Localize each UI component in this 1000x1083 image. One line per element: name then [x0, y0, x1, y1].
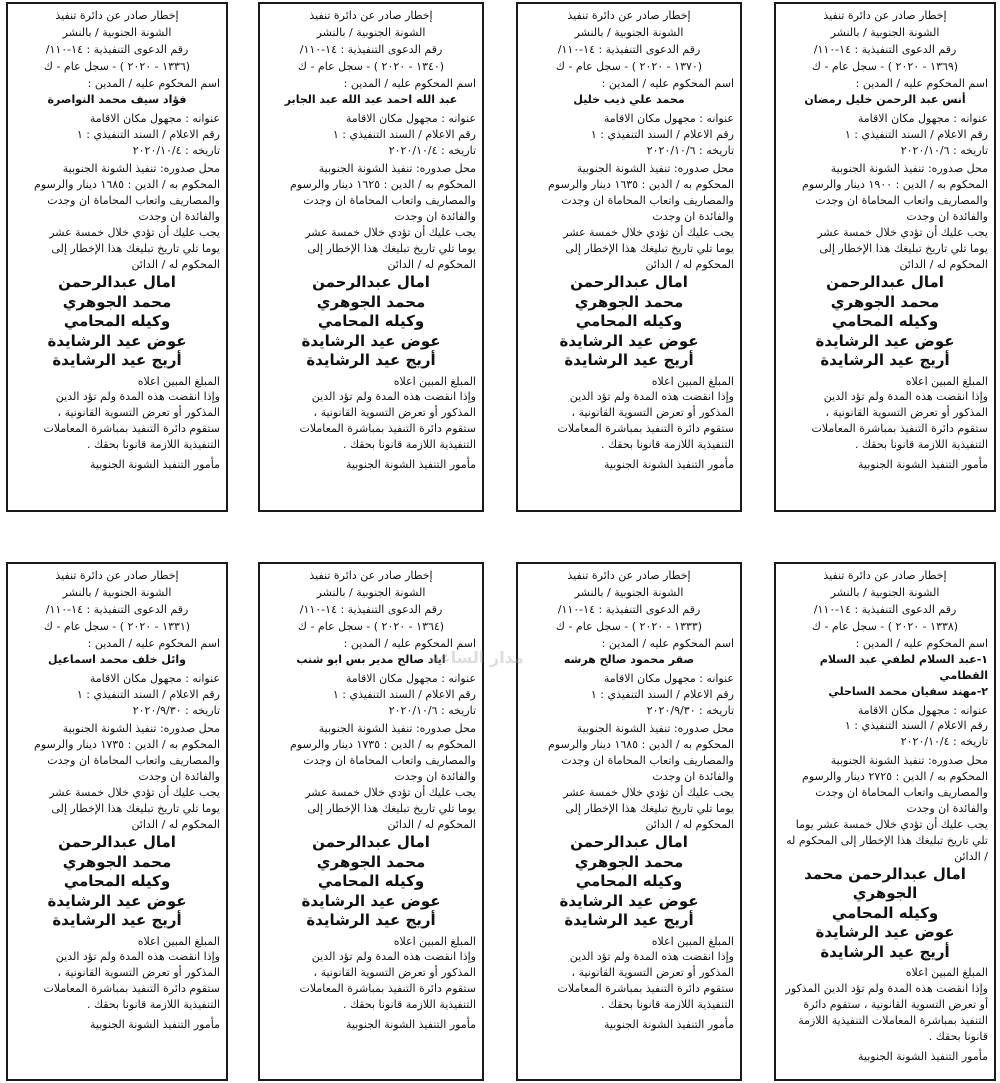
header-line-2: الشونة الجنوبية / بالنشر — [62, 25, 172, 39]
pay-line-2: يوما تلي تاريخ تبليغك هذا الإخطار إلى — [307, 802, 476, 816]
case-register: (١٣٧٠ - ٢٠٢٠ ) - سجل عام - ك — [555, 59, 703, 73]
warn-line-1: وإذا انقضت هذه المدة ولم تؤد الدين — [311, 390, 476, 404]
issuer-line: محل صدوره: تنفيذ الشونة الجنوبية — [830, 754, 988, 768]
warn-line-1: وإذا انقضت هذه المدة ولم تؤد الدين — [823, 390, 988, 404]
case-number: رقم الدعوى التنفيذية : ١٤-١١٠/ — [813, 42, 957, 56]
creditor-surname: محمد الجوهري — [574, 292, 684, 311]
amount-line: المبلغ المبين اعلاه — [905, 966, 988, 980]
date-line: تاريخه : ٢٠٢٠/١٠/٦ — [900, 143, 988, 157]
defendant-name: عبد الله احمد عبد الله عبد الجابر — [284, 92, 458, 106]
issuer-line: محل صدوره: تنفيذ الشونة الجنوبية — [576, 722, 734, 736]
issuer-line: محل صدوره: تنفيذ الشونة الجنوبية — [576, 162, 734, 176]
date-line: تاريخه : ٢٠٢٠/١٠/٤ — [900, 735, 988, 749]
watermark: مدار الساعة — [430, 648, 524, 667]
warn-line-4: التنفيذية اللازمة قانونا بحقك . — [601, 438, 734, 452]
costs-line: والمصاريف واتعاب المحاماة ان وجدت — [561, 754, 734, 768]
creditor-surname: محمد الجوهري — [62, 292, 172, 311]
notice-header — [782, 8, 988, 75]
notice-header — [266, 8, 476, 75]
header-line-1: إخطار صادر عن دائرة تنفيذ — [309, 569, 433, 582]
date-line: تاريخه : ٢٠٢٠/١٠/٤ — [388, 143, 476, 157]
lawyer-name-1: عوض عيد الرشايدة — [47, 891, 187, 910]
amount-line: المبلغ المبين اعلاه — [393, 934, 476, 948]
notice-header — [14, 8, 220, 75]
warn-line-4: التنفيذية اللازمة قانونا بحقك . — [343, 438, 476, 452]
pay-line-1: يجب عليك أن تؤدي خلال خمسة عشر — [563, 226, 734, 240]
warn-line-1: وإذا انقضت هذه المدة ولم تؤد الدين — [55, 390, 220, 404]
address-line: عنوانه : مجهول مكان الاقامة — [345, 111, 476, 125]
warn-line-4: التنفيذية اللازمة قانونا بحقك . — [343, 998, 476, 1012]
amount-line: المبلغ المبين اعلاه — [393, 374, 476, 388]
header-line-2: الشونة الجنوبية / بالنشر — [574, 585, 684, 599]
warn-line-2: المذكور أو تعرض التسوية القانونية ، — [571, 966, 734, 980]
issuer-line: محل صدوره: تنفيذ الشونة الجنوبية — [318, 162, 476, 176]
creditor-name: امال عبدالرحمن — [826, 273, 944, 291]
notice-7 — [258, 562, 484, 1081]
creditor-label: المحكوم له / الدائن — [131, 818, 220, 832]
defendant-label: اسم المحكوم عليه / المدين : — [855, 636, 988, 650]
case-register: (١٣٣١ - ٢٠٢٠ ) - سجل عام - ك — [43, 619, 191, 633]
document-line: رقم الاعلام / السند التنفيذي : ١ — [590, 687, 734, 701]
signature-line: مأمور التنفيذ الشونة الجنوبية — [90, 1018, 220, 1032]
debt-line: المحكوم به / الدين : ١٧٣٥ دينار والرسوم — [290, 738, 476, 752]
debt-line: المحكوم به / الدين : ١٦٨٥ دينار والرسوم — [34, 178, 220, 192]
warn-line-2: المذكور أو تعرض التسوية القانونية ، — [825, 406, 988, 420]
warn-line-1: وإذا انقضت هذه المدة ولم تؤد الدين — [311, 950, 476, 964]
header-line-1: إخطار صادر عن دائرة تنفيذ — [309, 9, 433, 22]
signature-line: مأمور التنفيذ الشونة الجنوبية — [858, 1050, 988, 1064]
costs-line: والمصاريف واتعاب المحاماة ان وجدت — [47, 754, 220, 768]
notice-2 — [516, 2, 742, 512]
header-line-1: إخطار صادر عن دائرة تنفيذ — [55, 9, 179, 22]
lawyer-label: وكيله المحامي — [63, 312, 171, 330]
case-register: (١٣٣٨ - ٢٠٢٠ ) - سجل عام - ك — [811, 619, 959, 633]
header-line-2: الشونة الجنوبية / بالنشر — [830, 585, 940, 599]
warn-line-2: المذكور أو تعرض التسوية القانونية ، — [57, 966, 220, 980]
case-register: (١٣٤٠ - ٢٠٢٠ ) - سجل عام - ك — [297, 59, 445, 73]
lawyer-name-1: عوض عيد الرشايدة — [301, 891, 441, 910]
lawyer-label: وكيله المحامي — [63, 872, 171, 890]
lawyer-name-2: أريج عيد الرشايدة — [820, 351, 950, 369]
signature-line: مأمور التنفيذ الشونة الجنوبية — [346, 458, 476, 472]
costs-line: والمصاريف واتعاب المحاماة ان وجدت — [561, 194, 734, 208]
costs-line: والمصاريف واتعاب المحاماة ان وجدت — [303, 194, 476, 208]
lawyer-name-2: أريج عيد الرشايدة — [52, 911, 182, 929]
creditor-label: المحكوم له / الدائن — [387, 818, 476, 832]
defendant-name: محمد علي ذيب خليل — [573, 92, 685, 106]
case-register: (١٣٦٩ - ٢٠٢٠ ) - سجل عام - ك — [811, 59, 959, 73]
defendant-label: اسم المحكوم عليه / المدين : — [87, 76, 220, 90]
lawyer-label: وكيله المحامي — [831, 312, 939, 330]
document-line: رقم الاعلام / السند التنفيذي : ١ — [844, 719, 988, 733]
document-line: رقم الاعلام / السند التنفيذي : ١ — [76, 687, 220, 701]
notice-header — [266, 568, 476, 635]
creditor-surname: محمد الجوهري — [574, 852, 684, 871]
amount-line: المبلغ المبين اعلاه — [651, 934, 734, 948]
pay-line-2: يوما تلي تاريخ تبليغك هذا الإخطار إلى — [565, 242, 734, 256]
defendant-name: فؤاد سيف محمد النواصرة — [47, 92, 187, 106]
signature-line: مأمور التنفيذ الشونة الجنوبية — [604, 458, 734, 472]
defendant-name: أنس عبد الرحمن خليل رمضان — [804, 92, 966, 106]
notice-5 — [774, 562, 996, 1081]
pay-line-2: يوما تلي تاريخ تبليغك هذا الإخطار إلى — [51, 802, 220, 816]
pay-line-1: يجب عليك أن تؤدي خلال خمسة عشر — [305, 226, 476, 240]
lawyer-name-2: أريج عيد الرشايدة — [306, 351, 436, 369]
notice-8 — [6, 562, 228, 1081]
pay-line-1: يجب عليك أن تؤدي خلال خمسة عشر — [49, 786, 220, 800]
issuer-line: محل صدوره: تنفيذ الشونة الجنوبية — [62, 722, 220, 736]
warn-paragraph: وإذا انقضت هذه المدة ولم تؤد الدين المذكور أو تعرض التسوية القانونية ، ستقوم دائرة التنفيذ بمباشرة المعاملات التنفيذية اللازمة قانونا بحقك . — [785, 982, 988, 1044]
debt-line: المحكوم به / الدين : ١٦٨٥ دينار والرسوم — [548, 738, 734, 752]
creditor-label: المحكوم له / الدائن — [387, 258, 476, 272]
lawyer-label: وكيله المحامي — [575, 872, 683, 890]
creditor-label: المحكوم له / الدائن — [645, 258, 734, 272]
debt-line: المحكوم به / الدين : ١٧٣٥ دينار والرسوم — [34, 738, 220, 752]
defendant-name: وائل خلف محمد اسماعيل — [48, 652, 186, 666]
date-line: تاريخه : ٢٠٢٠/٩/٣٠ — [132, 703, 220, 717]
notice-header — [524, 568, 734, 635]
warn-line-1: وإذا انقضت هذه المدة ولم تؤد الدين — [569, 390, 734, 404]
lawyer-name-2: أريج عيد الرشايدة — [52, 351, 182, 369]
pay-line-2: يوما تلي تاريخ تبليغك هذا الإخطار إلى — [819, 242, 988, 256]
pay-line-2: يوما تلي تاريخ تبليغك هذا الإخطار إلى — [307, 242, 476, 256]
defendant-label: اسم المحكوم عليه / المدين : — [601, 76, 734, 90]
interest-line: والفائدة ان وجدت — [394, 770, 476, 784]
header-line-2: الشونة الجنوبية / بالنشر — [316, 585, 426, 599]
address-line: عنوانه : مجهول مكان الاقامة — [89, 111, 220, 125]
notice-4 — [6, 2, 228, 512]
header-line-1: إخطار صادر عن دائرة تنفيذ — [567, 9, 691, 22]
defendant-name-2: ٢-مهند سفيان محمد الساحلي — [828, 684, 988, 698]
pay-line-1: يجب عليك أن تؤدي خلال خمسة عشر — [305, 786, 476, 800]
lawyer-label: وكيله المحامي — [317, 872, 425, 890]
lawyer-label: وكيله المحامي — [317, 312, 425, 330]
creditor-name: امال عبدالرحمن — [570, 273, 688, 291]
interest-line: والفائدة ان وجدت — [906, 210, 988, 224]
defendant-name: صقر محمود صالح هرشه — [563, 652, 695, 666]
amount-line: المبلغ المبين اعلاه — [651, 374, 734, 388]
pay-line-2: يوما تلي تاريخ تبليغك هذا الإخطار إلى — [51, 242, 220, 256]
lawyer-name-1: عوض عيد الرشايدة — [559, 891, 699, 910]
pay-line-2: يوما تلي تاريخ تبليغك هذا الإخطار إلى — [565, 802, 734, 816]
header-line-1: إخطار صادر عن دائرة تنفيذ — [567, 569, 691, 582]
date-line: تاريخه : ٢٠٢٠/٩/٣٠ — [646, 703, 734, 717]
signature-line: مأمور التنفيذ الشونة الجنوبية — [858, 458, 988, 472]
lawyer-name-1: عوض عيد الرشايدة — [815, 331, 955, 350]
case-register: (١٣٦٤ - ٢٠٢٠ ) - سجل عام - ك — [297, 619, 445, 633]
warn-line-1: وإذا انقضت هذه المدة ولم تؤد الدين — [569, 950, 734, 964]
header-line-1: إخطار صادر عن دائرة تنفيذ — [823, 569, 947, 582]
warn-line-3: ستقوم دائرة التنفيذ بمباشرة المعاملات — [299, 422, 476, 436]
lawyer-label: وكيله المحامي — [575, 312, 683, 330]
bottom-row — [0, 560, 1000, 1083]
debt-line: المحكوم به / الدين : ١٦٢٥ دينار والرسوم — [290, 178, 476, 192]
lawyer-name-2: أريج عيد الرشايدة — [820, 942, 950, 961]
address-line: عنوانه : مجهول مكان الاقامة — [89, 671, 220, 685]
amount-line: المبلغ المبين اعلاه — [137, 934, 220, 948]
defendant-label: اسم المحكوم عليه / المدين : — [855, 76, 988, 90]
header-line-2: الشونة الجنوبية / بالنشر — [574, 25, 684, 39]
defendant-name-1: ١-عبد السلام لطفي عبد السلام القطامي — [819, 652, 988, 682]
warn-line-3: ستقوم دائرة التنفيذ بمباشرة المعاملات — [299, 982, 476, 996]
case-number: رقم الدعوى التنفيذية : ١٤-١١٠/ — [299, 602, 443, 616]
case-number: رقم الدعوى التنفيذية : ١٤-١١٠/ — [45, 42, 189, 56]
costs-line: والمصاريف واتعاب المحاماة ان وجدت — [815, 194, 988, 208]
warn-line-3: ستقوم دائرة التنفيذ بمباشرة المعاملات — [557, 422, 734, 436]
interest-line: والفائدة ان وجدت — [652, 210, 734, 224]
creditor-surname: محمد الجوهري — [62, 852, 172, 871]
defendant-label: اسم المحكوم عليه / المدين : — [601, 636, 734, 650]
pay-paragraph: يجب عليك أن تؤدي خلال خمسة عشر يوما تلي تاريخ تبليغك هذا الإخطار إلى المحكوم له / الدائن — [786, 818, 988, 863]
case-register: (١٣٣٣ - ٢٠٢٠ ) - سجل عام - ك — [555, 619, 703, 633]
lawyer-name-2: أريج عيد الرشايدة — [306, 911, 436, 929]
creditor-full-name: امال عبدالرحمن محمد الجوهري — [804, 864, 966, 903]
issuer-line: محل صدوره: تنفيذ الشونة الجنوبية — [830, 162, 988, 176]
notice-header — [14, 568, 220, 635]
notice-header — [524, 8, 734, 75]
amount-line: المبلغ المبين اعلاه — [137, 374, 220, 388]
defendant-label: اسم المحكوم عليه / المدين : — [343, 76, 476, 90]
document-line: رقم الاعلام / السند التنفيذي : ١ — [332, 127, 476, 141]
pay-line-1: يجب عليك أن تؤدي خلال خمسة عشر — [49, 226, 220, 240]
interest-line: والفائدة ان وجدت — [138, 210, 220, 224]
warn-line-4: التنفيذية اللازمة قانونا بحقك . — [87, 998, 220, 1012]
notice-1 — [774, 2, 996, 512]
creditor-surname: محمد الجوهري — [316, 292, 426, 311]
document-line: رقم الاعلام / السند التنفيذي : ١ — [590, 127, 734, 141]
defendant-label: اسم المحكوم عليه / المدين : — [87, 636, 220, 650]
document-line: رقم الاعلام / السند التنفيذي : ١ — [76, 127, 220, 141]
creditor-name: امال عبدالرحمن — [58, 273, 176, 291]
warn-line-2: المذكور أو تعرض التسوية القانونية ، — [313, 966, 476, 980]
document-line: رقم الاعلام / السند التنفيذي : ١ — [844, 127, 988, 141]
lawyer-name-1: عوض عيد الرشايدة — [559, 331, 699, 350]
date-line: تاريخه : ٢٠٢٠/١٠/٤ — [132, 143, 220, 157]
creditor-name: امال عبدالرحمن — [570, 833, 688, 851]
signature-line: مأمور التنفيذ الشونة الجنوبية — [604, 1018, 734, 1032]
warn-line-4: التنفيذية اللازمة قانونا بحقك . — [601, 998, 734, 1012]
address-line: عنوانه : مجهول مكان الاقامة — [603, 111, 734, 125]
address-line: عنوانه : مجهول مكان الاقامة — [603, 671, 734, 685]
case-number: رقم الدعوى التنفيذية : ١٤-١١٠/ — [813, 602, 957, 616]
pay-line-1: يجب عليك أن تؤدي خلال خمسة عشر — [817, 226, 988, 240]
interest-line: والفائدة ان وجدت — [138, 770, 220, 784]
creditor-surname: محمد الجوهري — [830, 292, 940, 311]
header-line-2: الشونة الجنوبية / بالنشر — [62, 585, 172, 599]
case-number: رقم الدعوى التنفيذية : ١٤-١١٠/ — [557, 602, 701, 616]
warn-line-3: ستقوم دائرة التنفيذ بمباشرة المعاملات — [557, 982, 734, 996]
pay-line-1: يجب عليك أن تؤدي خلال خمسة عشر — [563, 786, 734, 800]
warn-line-3: ستقوم دائرة التنفيذ بمباشرة المعاملات — [43, 422, 220, 436]
warn-line-1: وإذا انقضت هذه المدة ولم تؤد الدين — [55, 950, 220, 964]
creditor-label: المحكوم له / الدائن — [899, 258, 988, 272]
amount-line: المبلغ المبين اعلاه — [905, 374, 988, 388]
warn-line-4: التنفيذية اللازمة قانونا بحقك . — [855, 438, 988, 452]
issuer-line: محل صدوره: تنفيذ الشونة الجنوبية — [62, 162, 220, 176]
document-line: رقم الاعلام / السند التنفيذي : ١ — [332, 687, 476, 701]
defendant-label: اسم المحكوم عليه / المدين : — [343, 636, 476, 650]
defendant-name: اياد صالح مدير بس ابو شنب — [296, 652, 446, 666]
debt-line: المحكوم به / الدين : ١٩٠٠ دينار والرسوم — [802, 178, 988, 192]
creditor-label: المحكوم له / الدائن — [131, 258, 220, 272]
lawyer-name-1: عوض عيد الرشايدة — [815, 923, 955, 942]
warn-line-2: المذكور أو تعرض التسوية القانونية ، — [313, 406, 476, 420]
notice-6 — [516, 562, 742, 1081]
creditor-name: امال عبدالرحمن — [312, 273, 430, 291]
lawyer-label: وكيله المحامي — [831, 903, 939, 922]
header-line-1: إخطار صادر عن دائرة تنفيذ — [823, 9, 947, 22]
header-line-2: الشونة الجنوبية / بالنشر — [316, 25, 426, 39]
address-line: عنوانه : مجهول مكان الاقامة — [857, 111, 988, 125]
warn-line-4: التنفيذية اللازمة قانونا بحقك . — [87, 438, 220, 452]
interest-line: والفائدة ان وجدت — [906, 802, 988, 816]
creditor-name: امال عبدالرحمن — [312, 833, 430, 851]
interest-line: والفائدة ان وجدت — [652, 770, 734, 784]
creditor-label: المحكوم له / الدائن — [645, 818, 734, 832]
warn-line-2: المذكور أو تعرض التسوية القانونية ، — [57, 406, 220, 420]
date-line: تاريخه : ٢٠٢٠/١٠/٦ — [388, 703, 476, 717]
top-row — [0, 0, 1000, 515]
costs-line: والمصاريف واتعاب المحاماة ان وجدت — [815, 786, 988, 800]
case-register: (١٣٣٦ - ٢٠٢٠ ) - سجل عام - ك — [43, 59, 191, 73]
issuer-line: محل صدوره: تنفيذ الشونة الجنوبية — [318, 722, 476, 736]
case-number: رقم الدعوى التنفيذية : ١٤-١١٠/ — [299, 42, 443, 56]
header-line-1: إخطار صادر عن دائرة تنفيذ — [55, 569, 179, 582]
costs-line: والمصاريف واتعاب المحاماة ان وجدت — [303, 754, 476, 768]
warn-line-3: ستقوم دائرة التنفيذ بمباشرة المعاملات — [43, 982, 220, 996]
notice-header — [782, 568, 988, 635]
creditor-name: امال عبدالرحمن — [58, 833, 176, 851]
lawyer-name-1: عوض عيد الرشايدة — [301, 331, 441, 350]
case-number: رقم الدعوى التنفيذية : ١٤-١١٠/ — [45, 602, 189, 616]
creditor-surname: محمد الجوهري — [316, 852, 426, 871]
debt-line: المحكوم به / الدين : ١٦٣٥ دينار والرسوم — [548, 178, 734, 192]
address-line: عنوانه : مجهول مكان الاقامة — [345, 671, 476, 685]
warn-line-2: المذكور أو تعرض التسوية القانونية ، — [571, 406, 734, 420]
signature-line: مأمور التنفيذ الشونة الجنوبية — [90, 458, 220, 472]
interest-line: والفائدة ان وجدت — [394, 210, 476, 224]
lawyer-name-2: أريج عيد الرشايدة — [564, 351, 694, 369]
lawyer-name-1: عوض عيد الرشايدة — [47, 331, 187, 350]
warn-line-3: ستقوم دائرة التنفيذ بمباشرة المعاملات — [811, 422, 988, 436]
costs-line: والمصاريف واتعاب المحاماة ان وجدت — [47, 194, 220, 208]
notice-3 — [258, 2, 484, 512]
signature-line: مأمور التنفيذ الشونة الجنوبية — [346, 1018, 476, 1032]
debt-line: المحكوم به / الدين : ٢٧٢٥ دينار والرسوم — [802, 770, 988, 784]
header-line-2: الشونة الجنوبية / بالنشر — [830, 25, 940, 39]
case-number: رقم الدعوى التنفيذية : ١٤-١١٠/ — [557, 42, 701, 56]
address-line: عنوانه : مجهول مكان الاقامة — [857, 703, 988, 717]
lawyer-name-2: أريج عيد الرشايدة — [564, 911, 694, 929]
date-line: تاريخه : ٢٠٢٠/١٠/٦ — [646, 143, 734, 157]
